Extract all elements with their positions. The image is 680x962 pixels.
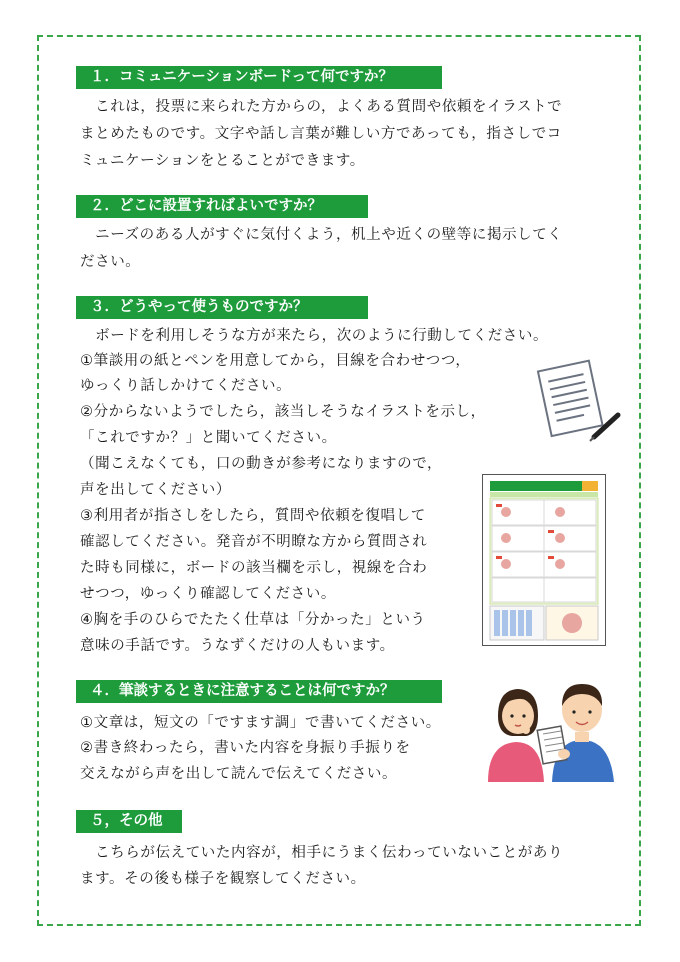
communication-board-thumbnail (482, 474, 606, 646)
section-3-line: ボードを利用しそうな方が来たら，次のように行動してください。 (80, 328, 549, 344)
section-2-line: ニーズのある人がすぐに気付くよう，机上や近くの壁等に掲示してく (80, 227, 563, 243)
section-3-line: ②分からないようでしたら，該当しそうなイラストを示し， (80, 404, 486, 420)
section-3-heading: ３．どうやって使うものですか？ (76, 296, 368, 319)
section-4-heading: ４．筆談するときに注意することは何ですか？ (76, 680, 442, 703)
section-1-line: まとめたものです。文字や話し言葉が難しい方であっても，指さしでコ (80, 126, 562, 142)
section-3-line: ①筆談用の紙とペンを用意してから，目線を合わせつつ， (80, 353, 471, 369)
section-3-line: 確認してください。発音が不明瞭な方から質問され (80, 534, 428, 550)
section-3-line: （聞こえなくても，口の動きが参考になりますので， (80, 456, 443, 472)
section-4-line: ①文章は，短文の「ですます調」で書いてください。 (80, 715, 441, 731)
section-3-line: 声を出してください） (80, 482, 231, 498)
section-3-line: 意味の手話です。うなずくだけの人もいます。 (80, 638, 395, 654)
paper-and-pen-icon (532, 357, 624, 449)
section-1-line: ミュニケーションをとることができます。 (80, 153, 365, 169)
section-1-heading: １．コミュニケーションボードって何ですか？ (76, 66, 442, 89)
section-3-line: ④胸を手のひらでたたく仕草は「分かった」という (80, 612, 426, 628)
section-3-line: ③利用者が指さしをしたら，質問や依頼を復唱して (80, 508, 426, 524)
section-4-line: 交えながら声を出して読んで伝えてください。 (80, 766, 398, 782)
section-5-heading: ５，その他 (76, 810, 182, 833)
two-people-writing-illustration (482, 670, 620, 782)
section-3-line: た時も同様に，ボードの該当欄を示し，視線を合わ (80, 560, 428, 576)
section-3-line: せつつ，ゆっくり確認してください。 (80, 586, 336, 602)
section-5-line: こちらが伝えていた内容が，相手にうまく伝わっていないことがあり (80, 845, 564, 861)
section-3-line: 「これですか？」と聞いてください。 (80, 430, 337, 446)
section-2-heading: ２．どこに設置すればよいですか？ (76, 195, 368, 218)
section-3-line: ゆっくり話しかけてください。 (80, 378, 292, 394)
section-1-line: これは，投票に来られた方からの，よくある質問や依頼をイラストで (80, 99, 563, 115)
section-5-line: ます。その後も様子を観察してください。 (80, 871, 366, 887)
section-4-line: ②書き終わったら，書いた内容を身振り手振りを (80, 740, 411, 756)
section-2-line: ださい。 (80, 254, 141, 270)
